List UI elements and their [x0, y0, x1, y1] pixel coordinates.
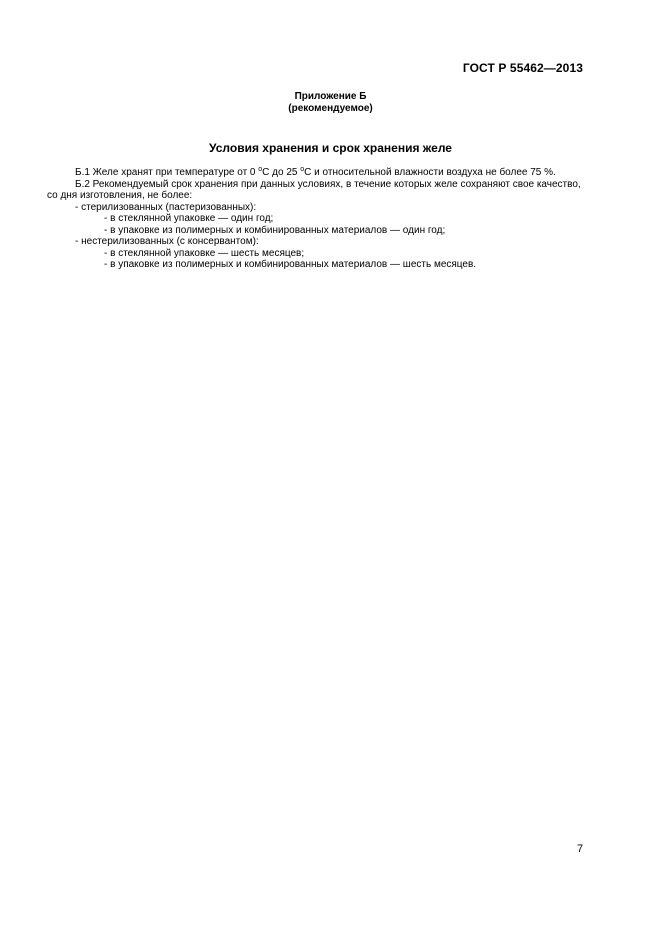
appendix-status: (рекомендуемое) — [288, 103, 373, 114]
list-heading-sterilized: - стерилизованных (пастеризованных): — [75, 201, 257, 213]
list-item: - в стеклянной упаковке — один год; — [104, 213, 274, 224]
paragraph-b2-line2: со дня изготовления, не более: — [47, 190, 193, 201]
degree-symbol: о — [300, 166, 305, 173]
list-item: - в упаковке из полимерных и комбинированных материалов — шесть месяцев. — [104, 259, 477, 270]
standard-code: ГОСТ Р 55462—2013 — [462, 61, 583, 75]
paragraph-b2-line1: Б.2 Рекомендуемый срок хранения при данных условиях, в течение которых желе сохраняют свое качество, — [75, 178, 581, 190]
degree-symbol: о — [258, 166, 263, 173]
paragraph-b1-text: С и относительной влажности воздуха не более 75 %. — [304, 167, 556, 178]
list-heading-non-sterilized: - нестерилизованных (с консервантом): — [75, 236, 259, 247]
appendix-title: Приложение Б — [294, 91, 367, 102]
section-title: Условия хранения и срок хранения желе — [209, 141, 452, 155]
list-item: - в стеклянной упаковке — шесть месяцев; — [104, 247, 305, 259]
body-text — [47, 167, 607, 271]
paragraph-b1-text: С до 25 — [262, 167, 301, 178]
paragraph-b1 — [47, 167, 607, 179]
list-item: - в упаковке из полимерных и комбинированных материалов — один год; — [104, 224, 446, 236]
appendix-heading — [0, 91, 661, 115]
page-number: 7 — [577, 843, 584, 855]
paragraph-b1-text: Б.1 Желе хранят при температуре от 0 — [75, 167, 259, 178]
